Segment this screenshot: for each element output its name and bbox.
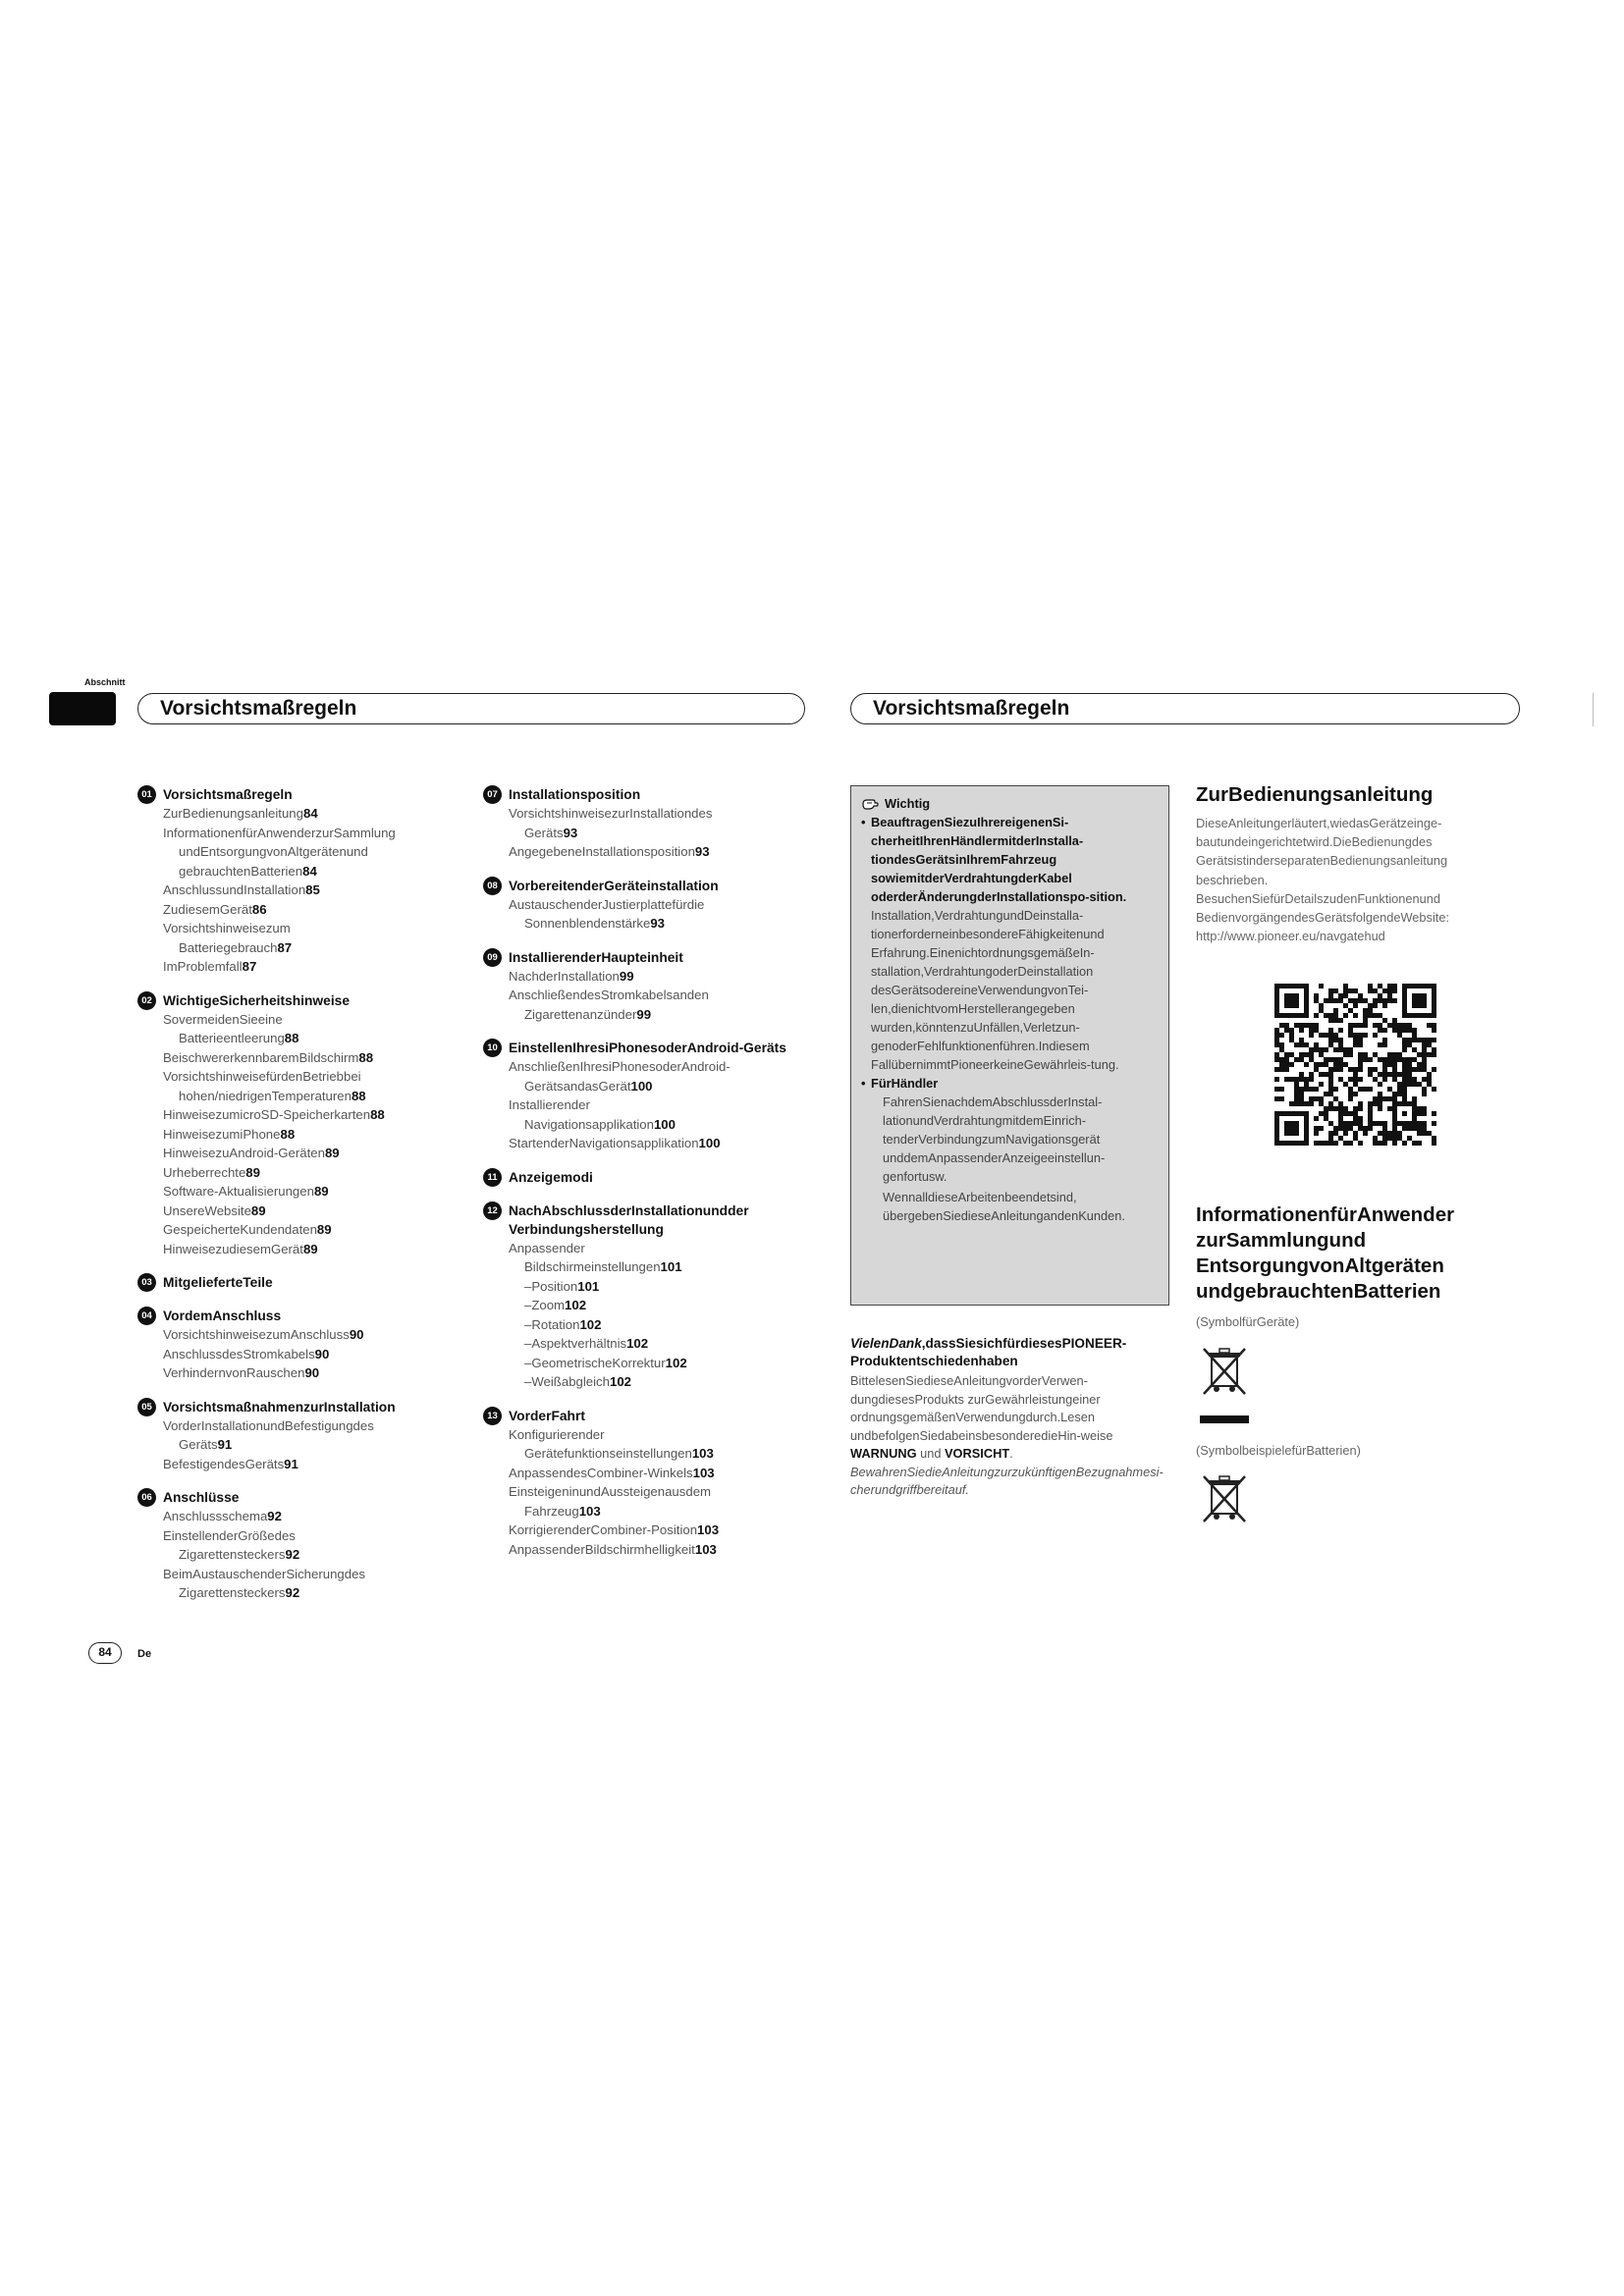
toc-section-heading[interactable] — [137, 785, 458, 804]
toc-entry-page: 90 — [314, 1346, 330, 1362]
toc-entry[interactable] — [163, 1125, 458, 1145]
toc-entry-page: 88 — [280, 1126, 296, 1142]
disposal-section — [1196, 1202, 1520, 1331]
toc-section-heading[interactable] — [137, 1488, 458, 1507]
toc-entry[interactable] — [163, 1565, 458, 1584]
toc-entry-text: Batteriegebrauch — [179, 939, 278, 955]
toc-entry-text: HinweisezuAndroid-Geräten — [163, 1146, 325, 1160]
toc-entry-text: VorsichtshinweisezurInstallationdes — [509, 806, 713, 821]
toc-entry-text: KorrigierenderCombiner-Position — [509, 1522, 698, 1537]
toc-entry-page: 87 — [277, 939, 293, 955]
toc-entry[interactable] — [163, 842, 458, 862]
thanks-body-text: BittelesenSiedieseAnleitungvorderVerwen-dungdiesesProdukts zurGewährleistungeiner ordnungsgemäßenVerwendungdurch.Lesen undbefolgenSiedabeinsbesonderedieHin-weise — [850, 1373, 1113, 1443]
toc-entry[interactable] — [509, 1464, 803, 1483]
toc-entry[interactable] — [163, 1363, 458, 1383]
manual-heading: ZurBedienungsanleitung — [1196, 783, 1434, 806]
toc-section-heading[interactable] — [137, 1307, 458, 1325]
toc-entry[interactable] — [163, 1345, 458, 1364]
toc-entry-text: Geräts — [524, 825, 564, 840]
toc-entry[interactable] — [163, 1010, 458, 1030]
toc-entry-page: 86 — [251, 901, 267, 917]
toc-section-heading[interactable] — [483, 785, 803, 804]
toc-entry-text: –Aspektverhältnis — [524, 1336, 627, 1351]
toc-entry-text: gebrauchtenBatterien — [179, 863, 303, 879]
toc-section-11 — [487, 1168, 803, 1187]
toc-section-heading[interactable] — [137, 991, 458, 1010]
toc-section-heading[interactable] — [483, 1168, 803, 1187]
toc-section-title: Anzeigemodi — [509, 1169, 593, 1185]
toc-entry[interactable] — [509, 1502, 803, 1522]
toc-entry-page: 87 — [242, 959, 257, 974]
disposal-heading: InformationenfürAnwender zurSammlungund EntsorgungvonAltgeräten undgebrauchtenBatterien — [1196, 1203, 1455, 1303]
toc-entry[interactable] — [163, 1526, 458, 1546]
left-page-title: Vorsichtsmaßregeln — [137, 693, 805, 724]
toc-entry-text: undEntsorgungvonAltgerätenund — [179, 844, 368, 859]
toc-entry[interactable] — [163, 938, 458, 958]
toc-entry-page: 90 — [304, 1365, 320, 1380]
toc-entry-page: 92 — [285, 1585, 300, 1600]
toc-section-heading[interactable] — [483, 1201, 803, 1239]
section-label: Abschnitt — [84, 677, 126, 687]
toc-section-heading[interactable] — [483, 948, 803, 967]
toc-entry-page: 89 — [302, 1241, 318, 1256]
toc-entry[interactable] — [509, 1372, 803, 1392]
toc-entry[interactable] — [509, 1425, 803, 1445]
period: . — [1009, 1446, 1013, 1461]
toc-entry-text: –GeometrischeKorrektur — [524, 1355, 666, 1370]
toc-section-title: VordemAnschluss — [163, 1308, 282, 1323]
toc-entry[interactable] — [509, 1005, 803, 1025]
toc-section-title: EinstellenIhresiPhonesoderAndroid-Geräts — [509, 1041, 786, 1055]
toc-column-left — [141, 785, 458, 1618]
toc-entry-page: 84 — [302, 806, 318, 821]
notice-bullet-2-title: FürHändler — [871, 1076, 939, 1091]
toc-entry-text: ZurBedienungsanleitung — [163, 806, 303, 821]
toc-entry[interactable] — [509, 895, 803, 915]
toc-entry[interactable] — [163, 1507, 458, 1526]
toc-entry-page: 102 — [626, 1336, 649, 1351]
toc-section-title: Vorsichtsmaßregeln — [163, 787, 293, 802]
toc-entry-text: AnschlussdesStromkabels — [163, 1346, 315, 1362]
section-number-badge: 11 — [483, 1168, 502, 1187]
toc-entry-text: Zigarettensteckers — [179, 1585, 286, 1600]
toc-entry[interactable] — [509, 1521, 803, 1540]
toc-entry-text: Urheberrechte — [163, 1164, 246, 1180]
toc-entry[interactable] — [509, 1296, 803, 1315]
page-number: 84 — [88, 1642, 122, 1664]
toc-section-title: Anschlüsse — [163, 1490, 240, 1505]
toc-entry[interactable] — [163, 1048, 458, 1068]
toc-section-01 — [141, 785, 458, 977]
toc-section-title: VorsichtsmaßnahmenzurInstallation — [163, 1399, 396, 1415]
toc-entry-text: Geräts — [179, 1437, 218, 1452]
toc-entry-page: 88 — [284, 1031, 299, 1045]
manual-section — [1196, 782, 1520, 945]
notice-bullet-2-para-2: WennalldieseArbeitenbeendetsind, übergebenSiedieseAnleitungandenKunden. — [883, 1190, 1125, 1223]
toc-entry-page: 93 — [563, 825, 578, 840]
important-heading — [861, 794, 1159, 813]
toc-entry-text: Konfigurierender — [509, 1426, 605, 1442]
toc-entry[interactable] — [163, 1029, 458, 1048]
toc-entry-text: AustauschenderJustierplattefürdie — [509, 896, 705, 912]
important-label: Wichtig — [885, 796, 931, 811]
notice-bullet-2-para-1: FahrenSienachdemAbschlussderInstal-lationundVerdrahtungmitdemEinrich-tenderVerbindungzumNavigationsgerät unddemAnpassenderAnzeigeeinstellun-genfortusw. — [883, 1095, 1106, 1184]
toc-entry-text: AnschließendesStromkabelsanden — [509, 988, 709, 1002]
toc-entry-page: 92 — [285, 1547, 300, 1562]
toc-entry-text: HinweisezumicroSD-Speicherkarten — [163, 1107, 371, 1122]
toc-entry[interactable] — [509, 1115, 803, 1135]
toc-entry-page: 84 — [302, 863, 317, 879]
toc-entry[interactable] — [163, 1435, 458, 1455]
toc-entry-text: ZudiesemGerät — [163, 901, 252, 917]
section-number-badge: 13 — [483, 1407, 502, 1425]
toc-section-heading[interactable] — [483, 877, 803, 895]
section-number-badge: 05 — [137, 1398, 156, 1416]
toc-entry-page: 88 — [358, 1049, 374, 1065]
toc-entry[interactable] — [509, 986, 803, 1005]
symbol-devices-caption: (SymbolfürGeräte) — [1196, 1314, 1300, 1329]
toc-entry[interactable] — [509, 1239, 803, 1258]
toc-section-10 — [487, 1039, 803, 1153]
toc-entry-text: BeimAustauschenderSicherungdes — [163, 1566, 365, 1581]
toc-entry[interactable] — [163, 1455, 458, 1474]
toc-entry-page: 103 — [691, 1446, 714, 1461]
toc-entry-page: 103 — [694, 1541, 717, 1557]
toc-entry-text: Zigarettenanzünder — [524, 1006, 637, 1022]
toc-entry[interactable] — [509, 967, 803, 987]
toc-entry-text: Sonnenblendenstärke — [524, 916, 651, 931]
toc-entry-page: 92 — [267, 1509, 282, 1523]
toc-entry-text: ImProblemfall — [163, 959, 243, 974]
toc-entry[interactable] — [509, 1257, 803, 1277]
toc-section-07 — [487, 785, 803, 862]
toc-section-03 — [141, 1273, 458, 1292]
warning-word: WARNUNG — [850, 1446, 917, 1461]
toc-section-13 — [487, 1407, 803, 1560]
toc-section-title: InstallierenderHaupteinheit — [509, 949, 683, 965]
toc-entry[interactable] — [509, 914, 803, 934]
toc-entry-page: 100 — [630, 1078, 653, 1094]
toc-entry-text: NachderInstallation — [509, 968, 620, 984]
toc-section-heading[interactable] — [137, 1273, 458, 1292]
thanks-block — [850, 1335, 1174, 1500]
thanks-title-rest: ,dassSiesichfürdiesesPIONEER-Produktentschiedenhaben — [850, 1336, 1127, 1368]
toc-entry-page: 93 — [650, 916, 665, 931]
toc-entry-page: 89 — [324, 1146, 340, 1160]
toc-entry[interactable] — [163, 881, 458, 900]
manual-url: http://www.pioneer.eu/navgatehud — [1196, 929, 1385, 944]
toc-entry-text: BefestigendesGeräts — [163, 1456, 285, 1471]
toc-entry-text: VorderInstallationundBefestigungdes — [163, 1417, 374, 1433]
toc-entry-page: 93 — [694, 844, 710, 859]
toc-entry-text: AngegebeneInstallationsposition — [509, 844, 695, 859]
section-number-badge: 08 — [483, 877, 502, 895]
toc-entry-text: Anpassender — [509, 1240, 585, 1255]
toc-entry-text: GerätsandasGerät — [524, 1078, 631, 1094]
manual-body-2: BesuchenSiefürDetailszudenFunktionenund BedienvorgängendesGerätsfolgendeWebsite: — [1196, 890, 1450, 926]
toc-entry-text: Vorsichtshinweisezum — [163, 921, 291, 935]
page-edge-mark — [1593, 693, 1594, 726]
toc-entry-page: 88 — [370, 1107, 385, 1122]
toc-entry[interactable] — [163, 1583, 458, 1603]
toc-entry[interactable] — [509, 1057, 803, 1077]
toc-section-06 — [141, 1488, 458, 1603]
toc-entry-page: 89 — [250, 1202, 266, 1218]
toc-section-heading[interactable] — [483, 1039, 803, 1057]
crossed-bin-devices-icon — [1198, 1345, 1251, 1404]
toc-entry[interactable] — [509, 1540, 803, 1560]
toc-entry[interactable] — [163, 1416, 458, 1436]
toc-entry[interactable] — [163, 1087, 458, 1106]
language-code: De — [137, 1648, 152, 1660]
thanks-title-italic: VielenDank — [850, 1336, 922, 1351]
toc-entry[interactable] — [163, 1545, 458, 1565]
toc-entry-text: Fahrzeug — [524, 1503, 579, 1519]
toc-section-12 — [487, 1201, 803, 1392]
crossed-bin-batteries-icon — [1198, 1472, 1251, 1531]
section-tab — [49, 692, 116, 725]
toc-entry[interactable] — [509, 1334, 803, 1354]
toc-entry[interactable] — [163, 1067, 458, 1087]
toc-entry-page: 99 — [619, 968, 634, 984]
toc-entry[interactable] — [163, 1182, 458, 1201]
toc-entry-page: 89 — [316, 1222, 332, 1237]
toc-entry-text: StartenderNavigationsapplikation — [509, 1136, 699, 1150]
toc-entry-page: 90 — [349, 1327, 364, 1342]
toc-entry[interactable] — [163, 1201, 458, 1221]
toc-entry-text: –Position — [524, 1278, 578, 1294]
toc-entry-text: EinstellenderGrößedes — [163, 1527, 296, 1543]
notice-bullet-1-title: BeauftragenSiezuIhrereigenenSi-cherheitIhrenHändlermitderInstalla-tiondesGerätsinIhremFahrzeug sowiemitderVerdrahtungderKabel oderderÄnderungderInstallationspo-sition. — [871, 815, 1127, 904]
toc-entry-text: VorsichtshinweisezumAnschluss — [163, 1327, 350, 1342]
toc-entry-text: BeischwererkennbaremBildschirm — [163, 1049, 359, 1065]
toc-column-right — [487, 785, 803, 1574]
toc-entry-text: hohen/niedrigenTemperaturen — [179, 1088, 352, 1103]
toc-entry[interactable] — [163, 919, 458, 938]
toc-entry-page: 88 — [351, 1088, 366, 1103]
section-number-badge: 12 — [483, 1201, 502, 1220]
important-notice-box — [850, 785, 1169, 1306]
toc-entry[interactable] — [163, 900, 458, 920]
toc-entry[interactable] — [509, 1134, 803, 1153]
toc-entry-text: –Weißabgleich — [524, 1374, 610, 1389]
bin-underline-bar — [1200, 1415, 1249, 1423]
and-word: und — [916, 1446, 946, 1461]
hand-pointer-icon — [861, 797, 879, 811]
toc-section-title: Installationsposition — [509, 787, 641, 802]
toc-entry-text: UnsereWebsite — [163, 1202, 251, 1218]
toc-entry[interactable] — [509, 1482, 803, 1502]
toc-entry-text: HinweisezumiPhone — [163, 1126, 281, 1142]
toc-entry-text: AnschlussundInstallation — [163, 882, 306, 897]
toc-entry-page: 89 — [245, 1164, 260, 1180]
toc-entry-page: 102 — [665, 1355, 687, 1370]
toc-entry-page: 103 — [697, 1522, 720, 1537]
toc-entry-text: AnpassenderBildschirmhelligkeit — [509, 1541, 695, 1557]
toc-entry-text: Zigarettensteckers — [179, 1547, 286, 1562]
toc-section-heading[interactable] — [483, 1407, 803, 1425]
toc-entry-page: 101 — [660, 1259, 682, 1274]
toc-entry-page: 99 — [636, 1006, 652, 1022]
toc-entry-text: –Rotation — [524, 1316, 580, 1332]
toc-entry-page: 100 — [698, 1136, 721, 1150]
notice-bullet-1-text: Installation,VerdrahtungundDeinstalla-tionerforderneinbesondereFähigkeitenund Erfahrung.EinenichtordnungsgemäßeIn-stallation,VerdrahtungoderDeinstallation desGerätsodereineVerwendungvonTei-len,dienichtvomHerstellerangegeben wurden,könntenzuUnfällen,Verletzun-genoderFehlfunktionenführen.Indiesem FallübernimmtPioneerkeineGewährleis-tung. — [871, 908, 1119, 1072]
notice-bullet-1: • BeauftragenSiezuIhrereigenenSi-cherheitIhrenHändlermitderInstalla-tiondesGerätsinIhremFahrzeug sowiemitderVerdrahtungderKabel oderderÄnderungderInstallationspo-sition. Installation,VerdrahtungundDeinstalla-tionerforderneinbesondereFähigkeitenund Erfahrung.EinenichtordnungsgemäßeIn-stallation,VerdrahtungoderDeinstallation desGerätsodereineVerwendungvonTei-len,dienichtvomHerstellerangegeben wurden,könntenzuUnfällen,Verletzun-genoderFehlfunktionenführen.Indiesem FallübernimmtPioneerkeineGewährleis-tung. — [861, 813, 1159, 1074]
section-number-badge: 10 — [483, 1039, 502, 1057]
right-page-title: Vorsichtsmaßregeln — [850, 693, 1520, 724]
toc-entry[interactable] — [163, 1325, 458, 1345]
toc-entry[interactable] — [163, 824, 458, 843]
toc-entry[interactable] — [509, 1095, 803, 1115]
toc-entry[interactable] — [163, 1144, 458, 1163]
toc-section-05 — [141, 1398, 458, 1474]
toc-entry-text: HinweisezudiesemGerät — [163, 1241, 303, 1256]
toc-entry-text: InformationenfürAnwenderzurSammlung — [163, 825, 396, 840]
notice-bullet-2: • FürHändler FahrenSienachdemAbschlussderInstal-lationundVerdrahtungmitdemEinrich-tenderVerbindungzumNavigationsgerät unddemAnpassenderAnzeigeeinstellun-genfortusw. WennalldieseArbeitenbeendetsind, übergebenSiedieseAnleitungandenKunden. — [861, 1074, 1159, 1225]
toc-entry[interactable] — [163, 862, 458, 881]
qr-code-icon — [1274, 984, 1436, 1146]
toc-section-heading[interactable] — [137, 1398, 458, 1416]
toc-section-title: VorbereitenderGeräteinstallation — [509, 878, 719, 893]
toc-entry[interactable] — [509, 824, 803, 843]
caution-word: VORSICHT — [945, 1446, 1010, 1461]
toc-entry-page: 91 — [217, 1437, 233, 1452]
section-number-badge: 07 — [483, 785, 502, 804]
toc-entry[interactable] — [163, 1163, 458, 1183]
thanks-italic-note: BewahrenSiedieAnleitungzurzukünftigenBezugnahmesi-cherundgriffbereitauf. — [850, 1464, 1164, 1497]
toc-entry[interactable] — [509, 1354, 803, 1373]
toc-entry-text: SovermeidenSieeine — [163, 1011, 283, 1027]
section-number-badge: 01 — [137, 785, 156, 804]
toc-entry[interactable] — [509, 1277, 803, 1297]
toc-entry-text: AnpassendesCombiner-Winkels — [509, 1465, 693, 1480]
toc-entry[interactable] — [509, 1315, 803, 1335]
toc-entry-page: 102 — [579, 1316, 602, 1332]
toc-entry-page: 103 — [692, 1465, 715, 1480]
section-number-badge: 09 — [483, 948, 502, 967]
toc-entry-page: 102 — [610, 1374, 632, 1389]
section-number-badge: 06 — [137, 1488, 156, 1507]
toc-entry[interactable] — [509, 1444, 803, 1464]
toc-section-09 — [487, 948, 803, 1025]
toc-entry-text: Bildschirmeinstellungen — [524, 1259, 661, 1274]
toc-entry[interactable] — [163, 957, 458, 977]
toc-entry-page: 100 — [653, 1116, 676, 1132]
toc-entry-text: Installierender — [509, 1097, 590, 1112]
toc-entry-text: Navigationsapplikation — [524, 1116, 654, 1132]
toc-entry[interactable] — [163, 1220, 458, 1240]
toc-section-title: NachAbschlussderInstallationundder Verbindungsherstellung — [509, 1202, 749, 1237]
toc-entry-text: VerhindernvonRauschen — [163, 1365, 305, 1380]
toc-entry-page: 89 — [313, 1184, 329, 1199]
toc-section-02 — [141, 991, 458, 1259]
toc-section-title: MitgelieferteTeile — [163, 1275, 273, 1290]
toc-section-title: WichtigeSicherheitshinweise — [163, 992, 351, 1008]
toc-entry-text: –Zoom — [524, 1298, 566, 1312]
toc-entry-page: 102 — [565, 1298, 587, 1312]
toc-entry-text: GespeicherteKundendaten — [163, 1222, 317, 1237]
toc-entry[interactable] — [509, 842, 803, 862]
toc-entry-text: AnschließenIhresiPhonesoderAndroid- — [509, 1059, 731, 1074]
section-number-badge: 03 — [137, 1273, 156, 1292]
section-number-badge: 02 — [137, 991, 156, 1010]
toc-entry[interactable] — [509, 804, 803, 824]
symbol-batteries-caption: (SymbolbeispielefürBatterien) — [1196, 1443, 1361, 1458]
manual-body: DieseAnleitungerläutert,wiedasGerätzeinge-bautundeingerichtetwird.DieBedienungdes GerätsistinderseparatenBedienungsanleitung beschrieben. — [1196, 816, 1448, 887]
toc-entry[interactable] — [163, 804, 458, 824]
toc-entry[interactable] — [163, 1240, 458, 1259]
toc-entry-page: 91 — [284, 1456, 298, 1471]
thanks-body — [850, 1372, 1174, 1500]
toc-entry[interactable] — [509, 1077, 803, 1096]
toc-section-08 — [487, 877, 803, 934]
toc-entry-text: Software-Aktualisierungen — [163, 1184, 314, 1199]
toc-section-04 — [141, 1307, 458, 1383]
section-number-badge: 04 — [137, 1307, 156, 1325]
toc-entry-text: Anschlussschema — [163, 1509, 268, 1523]
toc-entry-text: EinsteigeninundAussteigenausdem — [509, 1484, 712, 1499]
toc-entry-text: VorsichtshinweisefürdenBetriebbei — [163, 1069, 361, 1084]
toc-entry-page: 103 — [578, 1503, 601, 1519]
toc-entry[interactable] — [163, 1105, 458, 1125]
toc-entry-page: 101 — [577, 1278, 600, 1294]
toc-entry-page: 85 — [305, 882, 320, 897]
thanks-title — [850, 1335, 1174, 1370]
toc-section-title: VorderFahrt — [509, 1408, 585, 1423]
toc-entry-text: Gerätefunktionseinstellungen — [524, 1446, 692, 1461]
toc-entry-text: Batterieentleerung — [179, 1031, 285, 1045]
